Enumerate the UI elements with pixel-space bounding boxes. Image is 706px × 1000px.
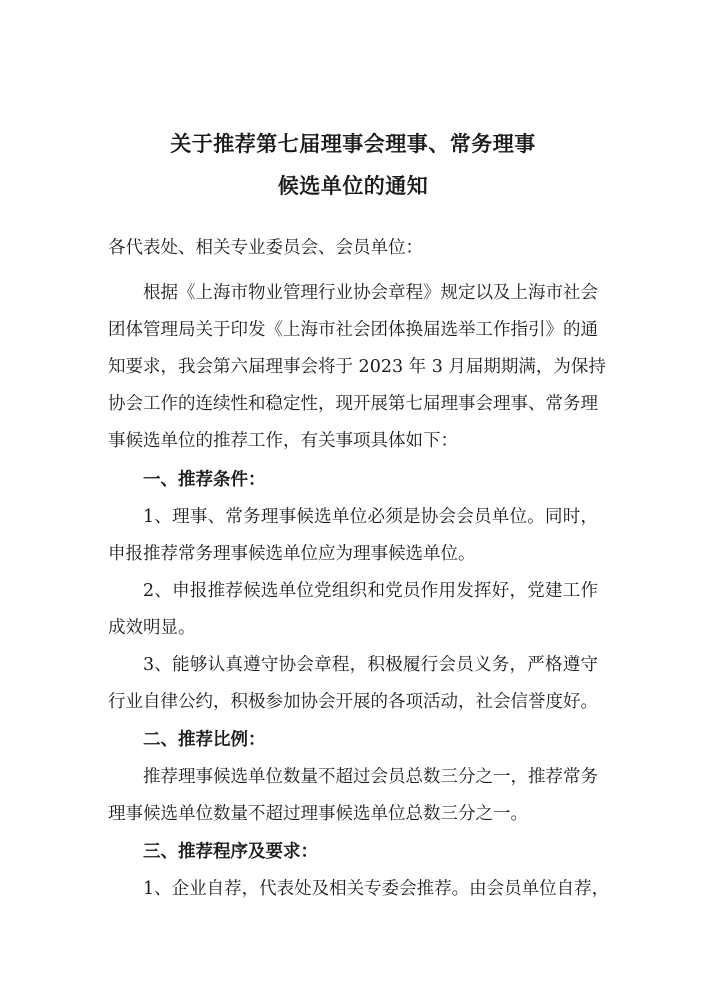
document-title-line-1: 关于推荐第七届理事会理事、常务理事 [170, 132, 536, 156]
section-1-item-1-line-2: 申报推荐常务理事候选单位应为理事候选单位。 [108, 544, 476, 564]
intro-line-2: 团体管理局关于印发《上海市社会团体换届选举工作指引》的通 [108, 320, 598, 340]
intro-line-5: 事候选单位的推荐工作，有关事项具体如下： [108, 431, 458, 451]
section-1-item-3-line-2: 行业自律公约，积极参加协会开展的各项活动，社会信誉度好。 [108, 692, 598, 712]
section-2-line-2: 理事候选单位数量不超过理事候选单位总数三分之一。 [108, 804, 528, 824]
salutation: 各代表处、相关专业委员会、会员单位： [108, 238, 423, 258]
document-title-line-2: 候选单位的通知 [277, 174, 429, 198]
section-3-heading: 三、推荐程序及要求： [143, 842, 318, 862]
section-3-item-1-line-1: 1、企业自荐，代表处及相关专委会推荐。由会员单位自荐， [143, 879, 610, 899]
section-1-item-3-line-1: 3、能够认真遵守协会章程，积极履行会员义务，严格遵守 [143, 655, 598, 675]
intro-line-4: 协会工作的连续性和稳定性，现开展第七届理事会理事、常务理 [108, 394, 598, 414]
section-1-item-1-line-1: 1、理事、常务理事候选单位必须是协会会员单位。同时， [143, 507, 598, 527]
intro-line-3: 知要求，我会第六届理事会将于 2023 年 3 月届期期满，为保持 [108, 357, 606, 377]
section-1-item-2-line-1: 2、申报推荐候选单位党组织和党员作用发挥好，党建工作 [143, 581, 598, 601]
section-1-heading: 一、推荐条件： [143, 470, 266, 490]
section-1-item-2-line-2: 成效明显。 [108, 618, 196, 638]
section-2-heading: 二、推荐比例： [143, 730, 266, 750]
section-2-line-1: 推荐理事候选单位数量不超过会员总数三分之一，推荐常务 [143, 767, 598, 787]
intro-line-1: 根据《上海市物业管理行业协会章程》规定以及上海市社会 [143, 283, 598, 303]
